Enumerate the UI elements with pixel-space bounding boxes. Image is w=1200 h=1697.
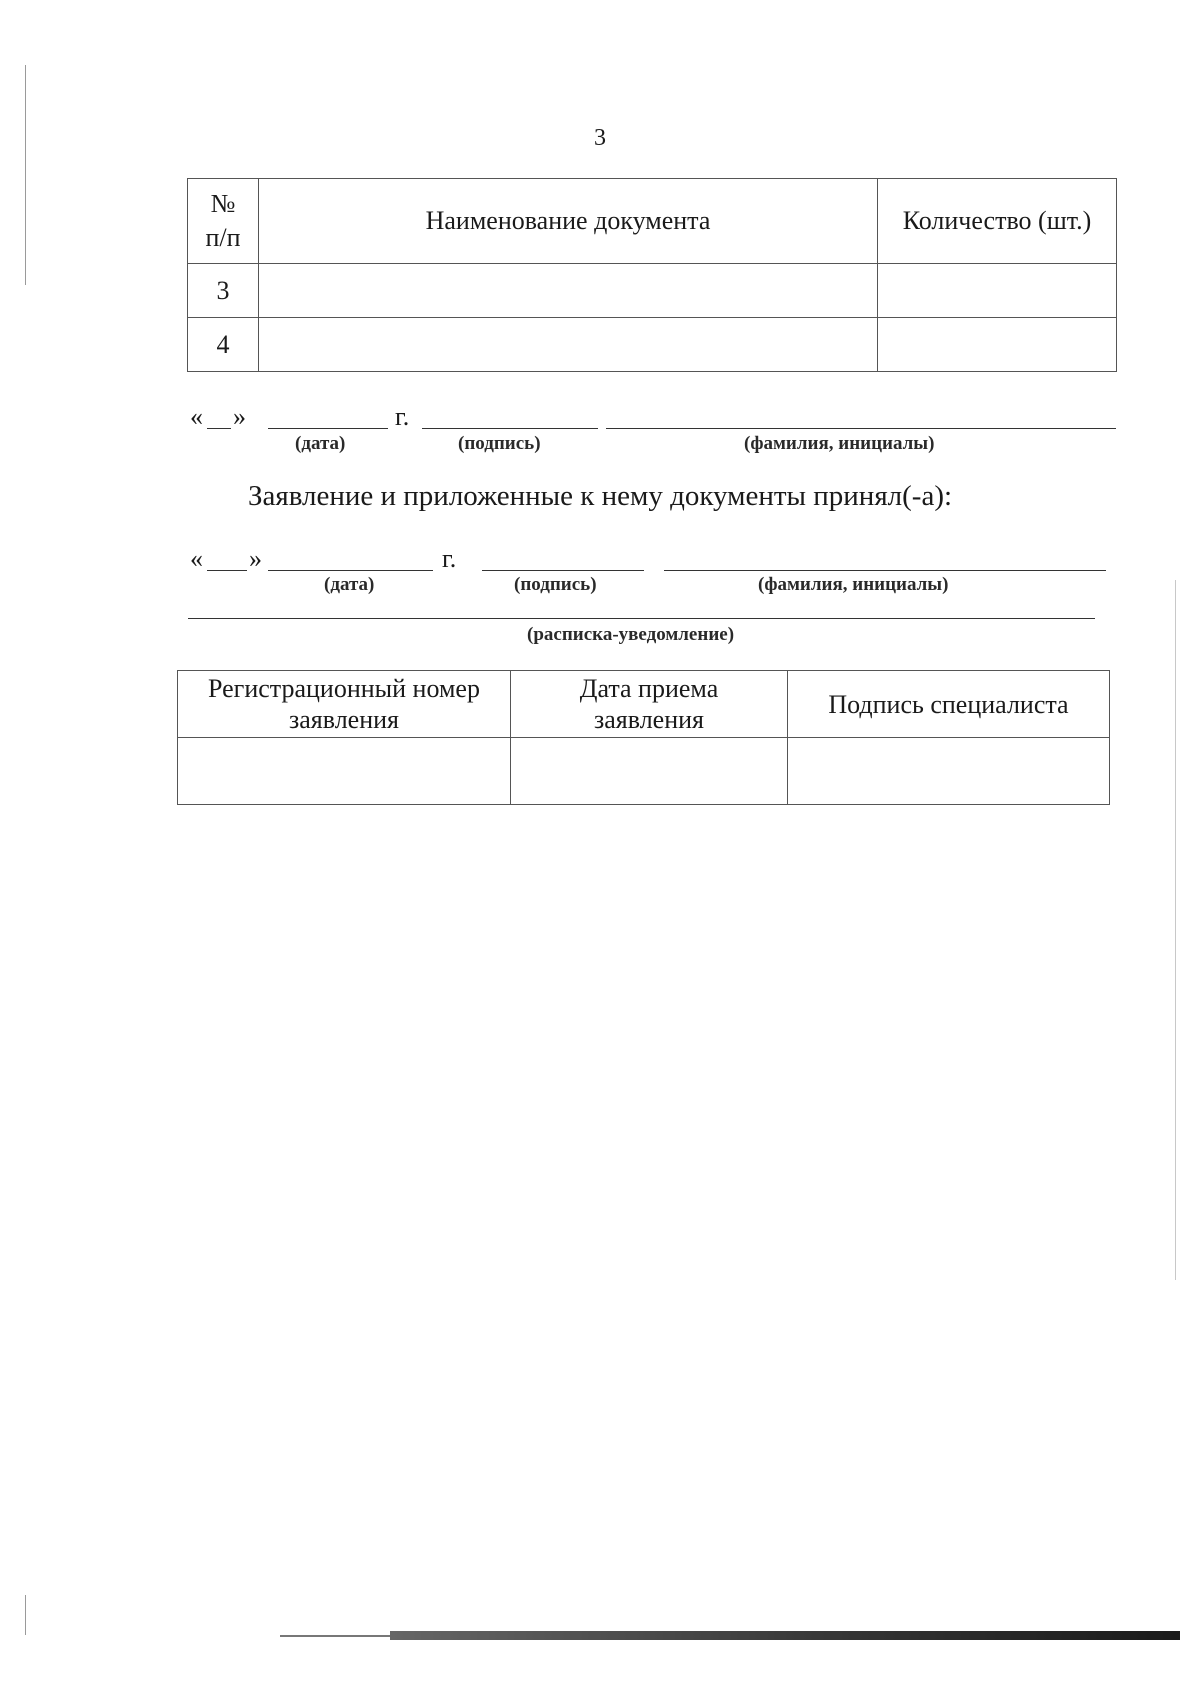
header-number-cell [188, 179, 259, 264]
receiver-name-field[interactable] [664, 538, 1106, 571]
applicant-year-suffix: г. [395, 402, 410, 431]
applicant-caption-signature: (подпись) [458, 433, 541, 454]
scan-bottom-thin-line [280, 1635, 390, 1637]
applicant-caption-name: (фамилия, инициалы) [744, 433, 935, 454]
scan-edge-right [1175, 580, 1176, 1280]
header-registration-number-line2: заявления [288, 705, 399, 734]
header-acceptance-date-line2: заявления [593, 705, 704, 734]
applicant-date-field[interactable] [268, 396, 388, 429]
table-row [188, 318, 1117, 372]
scan-bottom-bar [390, 1631, 1180, 1640]
header-document-name: Наименование документа [259, 179, 878, 264]
receipt-line[interactable] [188, 596, 1095, 619]
row-acceptance-date[interactable] [511, 738, 788, 805]
row-specialist-signature[interactable] [788, 738, 1110, 805]
header-number-abbrev: п/п [205, 223, 241, 252]
page-number: 3 [594, 125, 606, 151]
scan-edge-left [25, 65, 26, 285]
accepted-heading: Заявление и приложенные к нему документы принял(-а): [247, 480, 953, 512]
header-specialist-signature: Подпись специалиста [788, 671, 1110, 738]
receiver-date-field[interactable] [268, 538, 433, 571]
row-document-name[interactable] [259, 264, 878, 318]
applicant-close-quote: » [233, 402, 246, 431]
row-number: 4 [188, 318, 259, 372]
registration-table-header [178, 671, 1110, 738]
receiver-day-field[interactable] [207, 538, 247, 571]
header-acceptance-date-line1: Дата приема [579, 674, 719, 703]
documents-table-header [188, 179, 1117, 264]
row-registration-number[interactable] [178, 738, 511, 805]
receiver-open-quote: « [190, 544, 203, 573]
table-row [188, 264, 1117, 318]
applicant-signature-field[interactable] [422, 396, 598, 429]
row-number: 3 [188, 264, 259, 318]
registration-table [177, 670, 1110, 805]
receiver-signature-field[interactable] [482, 538, 644, 571]
header-registration-number-line1: Регистрационный номер [208, 674, 480, 703]
row-quantity[interactable] [878, 264, 1117, 318]
documents-table [187, 178, 1117, 372]
header-quantity: Количество (шт.) [878, 179, 1117, 264]
header-number-symbol: № [210, 189, 236, 218]
receiver-caption-date: (дата) [324, 574, 375, 595]
table-row [178, 738, 1110, 805]
receiver-close-quote: » [249, 544, 262, 573]
header-acceptance-date [511, 671, 788, 738]
receiver-caption-signature: (подпись) [514, 574, 597, 595]
header-registration-number [178, 671, 511, 738]
receiver-caption-name: (фамилия, инициалы) [758, 574, 949, 595]
applicant-open-quote: « [190, 402, 203, 431]
applicant-day-field[interactable] [207, 396, 231, 429]
scan-edge-left-lower [25, 1595, 26, 1635]
receiver-year-suffix: г. [442, 544, 457, 573]
applicant-caption-date: (дата) [295, 433, 346, 454]
applicant-name-field[interactable] [606, 396, 1116, 429]
row-quantity[interactable] [878, 318, 1117, 372]
row-document-name[interactable] [259, 318, 878, 372]
receipt-caption: (расписка-уведомление) [527, 624, 735, 645]
